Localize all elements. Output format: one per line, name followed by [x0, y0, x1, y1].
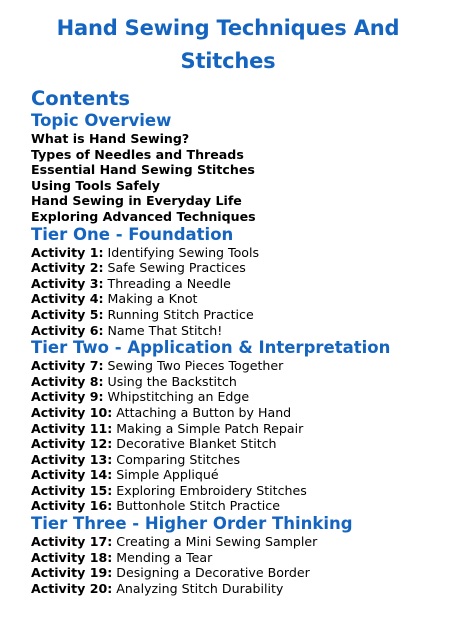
tier-three-list [31, 534, 446, 596]
activity-title: Mending a Tear [116, 549, 213, 565]
activity-item [31, 291, 446, 307]
activity-label: Activity 3: [31, 275, 104, 291]
activity-label: Activity 19: [31, 565, 113, 581]
activity-item [31, 405, 446, 421]
activity-item [31, 581, 446, 597]
activity-label: Activity 16: [31, 498, 113, 514]
activity-title: Attaching a Button by Hand [116, 404, 292, 420]
activity-label: Activity 7: [31, 358, 104, 374]
activity-label: Activity 18: [31, 549, 113, 565]
activity-item [31, 307, 446, 323]
activity-item [31, 498, 446, 514]
activity-label: Activity 9: [31, 389, 104, 405]
activity-item [31, 421, 446, 437]
activity-label: Activity 2: [31, 260, 104, 276]
activity-label: Activity 12: [31, 436, 113, 452]
activity-label: Activity 8: [31, 373, 104, 389]
activity-label: Activity 11: [31, 420, 113, 436]
activity-item [31, 436, 446, 452]
activity-item [31, 260, 446, 276]
tier-two-list [31, 358, 446, 514]
tier-one-list [31, 245, 446, 339]
activity-title: Exploring Embroidery Stitches [116, 482, 307, 498]
activity-item [31, 550, 446, 566]
activity-title: Simple Appliqué [116, 467, 219, 483]
activity-title: Creating a Mini Sewing Sampler [116, 534, 318, 550]
topic-overview-list [31, 131, 446, 225]
activity-item [31, 534, 446, 550]
document-title [0, 12, 456, 78]
contents-heading: Contents [31, 87, 130, 110]
tier-one-heading: Tier One - Foundation [31, 224, 234, 244]
activity-title: Threading a Needle [107, 275, 231, 291]
activity-label: Activity 13: [31, 451, 113, 467]
activity-label: Activity 6: [31, 322, 104, 338]
topic-overview-heading: Topic Overview [31, 111, 172, 130]
list-item: What is Hand Sewing? [31, 131, 190, 146]
activity-title: Running Stitch Practice [107, 306, 254, 322]
activity-item [31, 374, 446, 390]
activity-title: Designing a Decorative Border [116, 565, 310, 581]
activity-title: Buttonhole Stitch Practice [116, 498, 280, 514]
activity-title: Comparing Stitches [116, 451, 240, 467]
list-item: Using Tools Safely [31, 177, 160, 193]
activity-title: Safe Sewing Practices [107, 260, 246, 276]
tier-two-heading: Tier Two - Application & Interpretation [31, 338, 391, 358]
activity-title: Making a Knot [107, 291, 198, 307]
activity-title: Whipstitching an Edge [107, 389, 250, 405]
activity-title: Name That Stitch! [107, 322, 223, 338]
activity-label: Activity 20: [31, 580, 113, 596]
title-line-1: Hand Sewing Techniques And [56, 16, 400, 40]
activity-title: Identifying Sewing Tools [107, 244, 260, 260]
activity-title: Making a Simple Patch Repair [116, 420, 304, 436]
activity-label: Activity 10: [31, 404, 113, 420]
activity-label: Activity 5: [31, 306, 104, 322]
activity-label: Activity 14: [31, 467, 113, 483]
activity-label: Activity 17: [31, 534, 113, 550]
list-item: Essential Hand Sewing Stitches [31, 162, 255, 178]
list-item: Types of Needles and Threads [31, 146, 244, 162]
activity-label: Activity 1: [31, 244, 104, 260]
activity-item [31, 452, 446, 468]
activity-title: Sewing Two Pieces Together [107, 358, 284, 374]
list-item: Hand Sewing in Everyday Life [31, 193, 242, 209]
activity-item [31, 389, 446, 405]
activity-label: Activity 15: [31, 482, 113, 498]
activity-item [31, 467, 446, 483]
tier-three-heading: Tier Three - Higher Order Thinking [31, 514, 353, 534]
title-line-2: Stitches [180, 49, 276, 73]
activity-item [31, 323, 446, 339]
activity-item [31, 358, 446, 374]
activity-item [31, 483, 446, 499]
list-item: Exploring Advanced Techniques [31, 208, 256, 224]
activity-item [31, 565, 446, 581]
activity-item [31, 245, 446, 261]
activity-label: Activity 4: [31, 291, 104, 307]
activity-item [31, 276, 446, 292]
activity-title: Decorative Blanket Stitch [116, 436, 277, 452]
contents-section [31, 86, 446, 596]
activity-title: Using the Backstitch [107, 373, 237, 389]
activity-title: Analyzing Stitch Durability [116, 580, 284, 596]
